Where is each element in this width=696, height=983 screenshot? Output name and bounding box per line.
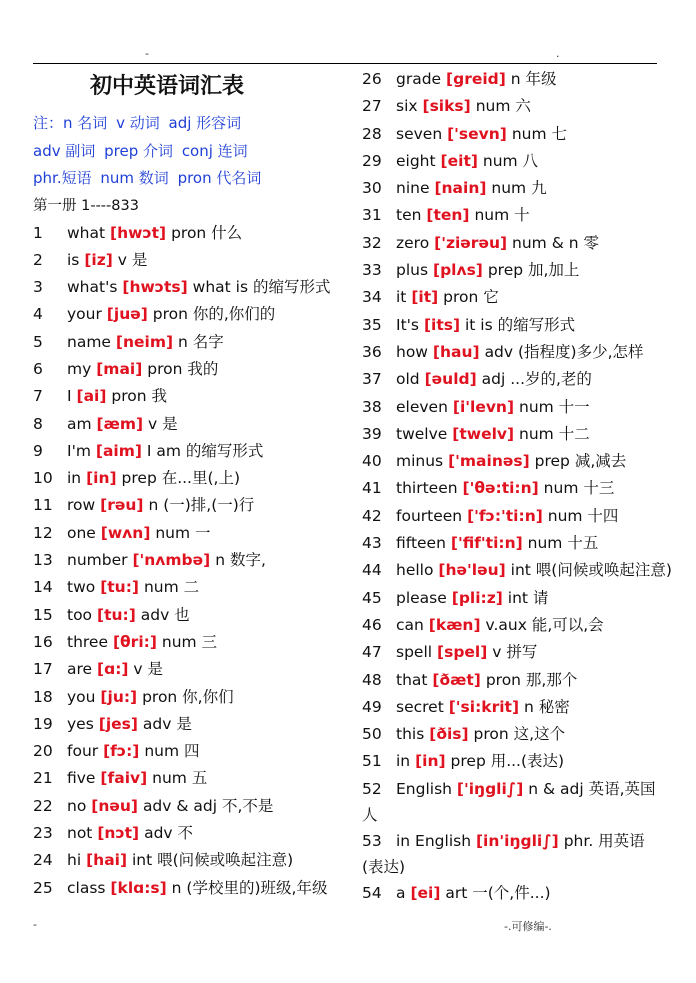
entry-number: 5 xyxy=(33,332,43,351)
entry-number: 2 xyxy=(33,250,43,269)
vocab-entry xyxy=(362,585,662,612)
entry-number: 51 xyxy=(362,752,382,771)
entry-phonetic: [greid] xyxy=(446,70,506,88)
entry-phonetic: [its] xyxy=(423,315,461,334)
entry-definition: adv 是 xyxy=(142,714,192,733)
vocab-entry xyxy=(362,503,662,530)
entry-word: in xyxy=(67,469,82,488)
entry-word: eleven xyxy=(396,397,448,416)
entry-number: 46 xyxy=(362,615,382,634)
entry-number: 42 xyxy=(362,506,382,525)
entry-phonetic: ['sevn] xyxy=(447,124,507,143)
legend-item: prep 介词 xyxy=(104,141,174,160)
entry-number: 23 xyxy=(33,824,53,843)
vocab-entry xyxy=(362,530,662,557)
vocab-entry xyxy=(33,847,333,874)
entry-definition: v 是 xyxy=(148,414,178,433)
entry-definition: prep 加,加上 xyxy=(487,261,580,280)
entry-number: 41 xyxy=(362,479,382,498)
legend-row xyxy=(33,165,333,193)
book-range: 第一册 1----833 xyxy=(33,197,139,214)
entry-word: I'm xyxy=(67,441,91,460)
entry-definition: n 秘密 xyxy=(523,697,570,716)
entry-word: secret xyxy=(396,697,444,716)
vocab-entry xyxy=(362,284,662,311)
vocab-entry xyxy=(362,66,662,93)
vocab-entry xyxy=(362,448,662,475)
vocab-entry xyxy=(362,230,662,257)
entry-word: that xyxy=(396,670,428,689)
entry-phonetic: ['si:krit] xyxy=(448,697,520,716)
vocab-entry xyxy=(33,793,333,820)
entry-definition: what is 的缩写形式 xyxy=(192,278,331,297)
entry-definition: num 七 xyxy=(511,124,568,143)
vocab-entry xyxy=(33,820,333,847)
entry-word: too xyxy=(67,605,93,624)
entry-definition: num 九 xyxy=(491,179,547,198)
entry-number: 12 xyxy=(33,523,53,542)
right-column xyxy=(362,66,672,907)
entry-number: 24 xyxy=(33,851,53,870)
entry-number: 50 xyxy=(362,725,382,744)
entry-phonetic: ['nʌmbə] xyxy=(132,551,211,570)
entry-number: 16 xyxy=(33,632,53,651)
header-mark-left: - xyxy=(145,47,149,60)
entry-number: 27 xyxy=(362,97,382,116)
entry-word: it xyxy=(396,288,407,307)
entry-phonetic: [hwɔt] xyxy=(110,223,167,242)
entry-phonetic: [ɑ:] xyxy=(97,660,129,679)
entry-word: twelve xyxy=(396,424,448,443)
entry-phonetic: [plʌs] xyxy=(432,261,483,280)
entry-phonetic: [æm] xyxy=(96,414,144,433)
entry-number: 4 xyxy=(33,305,43,324)
entry-phonetic: [hə'ləu] xyxy=(438,561,506,580)
entry-number: 28 xyxy=(362,124,382,143)
vocab-entry xyxy=(362,148,662,175)
vocab-entry xyxy=(33,220,333,247)
entry-word: what's xyxy=(67,278,118,297)
entry-number: 20 xyxy=(33,742,53,761)
vocab-entry xyxy=(33,574,333,601)
entry-phonetic: ['iŋgli∫] xyxy=(456,779,524,798)
entry-definition: n (一)排,(一)行 xyxy=(148,496,255,515)
entry-word: name xyxy=(67,332,111,351)
vocab-entry xyxy=(362,694,662,721)
entry-word: yes xyxy=(67,714,94,733)
entry-number: 29 xyxy=(362,151,382,170)
entry-definition: it is 的缩写形式 xyxy=(465,315,576,334)
entry-word: am xyxy=(67,414,92,433)
entry-word: row xyxy=(67,496,96,515)
vocab-entry xyxy=(33,383,333,410)
vocab-entry xyxy=(33,738,333,765)
entry-number: 54 xyxy=(362,883,382,902)
entry-phonetic: [tu:] xyxy=(100,578,139,597)
entry-definition: adj ...岁的,老的 xyxy=(481,370,592,389)
entry-word: no xyxy=(67,796,87,815)
entry-word: not xyxy=(67,824,93,843)
entry-number: 48 xyxy=(362,670,382,689)
entry-phonetic: [twelv] xyxy=(452,424,515,443)
vocab-list-right xyxy=(362,66,672,907)
vocab-entry xyxy=(33,411,333,438)
vocab-entry xyxy=(362,339,662,366)
entry-phonetic: [hai] xyxy=(86,851,128,870)
entry-number: 37 xyxy=(362,370,382,389)
vocab-entry xyxy=(362,421,662,448)
vocab-entry xyxy=(33,520,333,547)
entry-word: three xyxy=(67,632,109,651)
entry-definition: v 拼写 xyxy=(492,643,538,662)
entry-word: in xyxy=(396,752,411,771)
entry-definition: num 四 xyxy=(144,742,200,761)
entry-definition: n (学校里的)班级,年级 xyxy=(171,878,328,897)
header-rule xyxy=(33,63,657,64)
entry-number: 15 xyxy=(33,605,53,624)
legend-item: adv 副词 xyxy=(33,141,96,160)
entry-word: is xyxy=(67,250,80,269)
vocab-entry xyxy=(362,175,662,202)
entry-definition: num 八 xyxy=(482,151,539,170)
entry-phonetic: [in] xyxy=(415,752,446,771)
entry-number: 9 xyxy=(33,441,43,460)
entry-number: 17 xyxy=(33,660,53,679)
entry-number: 40 xyxy=(362,452,382,471)
entry-phonetic: [iz] xyxy=(84,250,113,269)
vocab-entry xyxy=(33,602,333,629)
entry-word: your xyxy=(67,305,102,324)
legend-item: phr.短语 xyxy=(33,169,92,187)
entry-word: fifteen xyxy=(396,534,446,553)
entry-definition: adv & adj 不,不是 xyxy=(142,796,274,815)
legend-item: adj 形容词 xyxy=(168,114,242,132)
vocab-entry xyxy=(33,656,333,683)
entry-word: thirteen xyxy=(396,479,458,498)
entry-number: 18 xyxy=(33,687,53,706)
entry-number: 14 xyxy=(33,578,53,597)
entry-word: zero xyxy=(396,233,430,252)
entry-word: how xyxy=(396,342,428,361)
vocab-entry xyxy=(362,880,662,907)
entry-word: eight xyxy=(396,151,436,170)
entry-definition: pron 你,你们 xyxy=(142,687,234,706)
vocab-entry xyxy=(33,711,333,738)
vocab-entry xyxy=(33,247,333,274)
vocab-entry xyxy=(33,438,333,465)
entry-phonetic: [i'levn] xyxy=(452,397,515,416)
entry-word: six xyxy=(396,97,418,116)
entry-phonetic: [ðis] xyxy=(429,725,469,744)
entry-phonetic: [θri:] xyxy=(112,632,157,651)
vocab-entry xyxy=(362,312,662,339)
entry-phonetic: ['ziərəu] xyxy=(434,233,508,252)
entry-word: hello xyxy=(396,561,434,580)
legend-row xyxy=(33,110,333,138)
entry-phonetic: [pli:z] xyxy=(451,588,503,607)
entry-word: ten xyxy=(396,206,422,225)
entry-phonetic: [klɑ:s] xyxy=(110,878,167,897)
entry-number: 44 xyxy=(362,561,382,580)
footer-mark-right: -.可修编-. xyxy=(504,920,552,933)
entry-word: one xyxy=(67,523,96,542)
entry-definition: pron 它 xyxy=(443,288,499,307)
entry-definition: adv (指程度)多少,怎样 xyxy=(484,342,644,361)
entry-word: number xyxy=(67,551,128,570)
entry-number: 26 xyxy=(362,70,382,88)
entry-definition: v 是 xyxy=(117,250,148,269)
entry-phonetic: ['θə:ti:n] xyxy=(462,479,539,498)
entry-phonetic: [nain] xyxy=(434,179,487,198)
entry-phonetic: [spel] xyxy=(437,643,488,662)
entry-word: can xyxy=(396,615,424,634)
entry-definition: num 十三 xyxy=(543,479,615,498)
vocab-entry xyxy=(362,721,662,748)
vocab-entry xyxy=(362,202,662,229)
entry-number: 6 xyxy=(33,359,43,378)
entry-definition: phr. 用英语(表达) xyxy=(362,831,645,876)
entry-word: plus xyxy=(396,261,429,280)
entry-word: spell xyxy=(396,643,433,662)
entry-definition: num 五 xyxy=(152,769,208,788)
vocab-entry xyxy=(362,121,662,148)
entry-number: 8 xyxy=(33,414,43,433)
entry-word: class xyxy=(67,878,106,897)
entry-word: a xyxy=(396,883,406,902)
vocab-entry xyxy=(362,612,662,639)
legend-item: v 动词 xyxy=(116,114,160,132)
vocab-entry xyxy=(362,776,662,828)
entry-number: 25 xyxy=(33,878,53,897)
entry-word: this xyxy=(396,725,425,744)
entry-definition: num 十二 xyxy=(519,424,590,443)
vocab-entry xyxy=(33,547,333,574)
entry-definition: prep 减,减去 xyxy=(534,452,627,471)
entry-number: 3 xyxy=(33,278,43,297)
entry-number: 34 xyxy=(362,288,382,307)
entry-word: seven xyxy=(396,124,443,143)
entry-phonetic: [hwɔts] xyxy=(122,278,188,297)
entry-number: 30 xyxy=(362,179,382,198)
vocab-entry xyxy=(33,301,333,328)
entry-number: 33 xyxy=(362,261,382,280)
entry-definition: num & n 零 xyxy=(512,233,599,252)
entry-definition: adv 也 xyxy=(140,605,190,624)
vocab-entry xyxy=(33,329,333,356)
entry-definition: int 喂(问候或唤起注意) xyxy=(510,561,672,580)
entry-word: two xyxy=(67,578,96,597)
entry-phonetic: ['fɔ:'ti:n] xyxy=(467,506,543,525)
entry-phonetic: [neim] xyxy=(115,332,174,351)
entry-word: I xyxy=(67,387,72,406)
entry-word: fourteen xyxy=(396,506,463,525)
entry-number: 43 xyxy=(362,534,382,553)
entry-definition: int 请 xyxy=(507,588,549,607)
vocab-entry xyxy=(362,366,662,393)
vocab-entry xyxy=(33,765,333,792)
entry-phonetic: [tu:] xyxy=(96,605,136,624)
entry-word: you xyxy=(67,687,96,706)
vocab-entry xyxy=(33,684,333,711)
entry-number: 32 xyxy=(362,233,382,252)
entry-number: 53 xyxy=(362,831,382,850)
entry-number: 21 xyxy=(33,769,53,788)
page-title: 初中英语词汇表 xyxy=(89,74,244,99)
entry-phonetic: [wʌn] xyxy=(100,523,151,542)
entry-phonetic: [kæn] xyxy=(428,615,481,634)
entry-phonetic: [nəu] xyxy=(91,796,138,815)
entry-phonetic: [fɔ:] xyxy=(103,742,140,761)
entry-phonetic: [rəu] xyxy=(100,496,144,515)
entry-word: It's xyxy=(396,315,419,334)
entry-definition: pron 我的 xyxy=(147,359,219,378)
entry-definition: pron 这,这个 xyxy=(473,725,566,744)
entry-number: 1 xyxy=(33,223,43,242)
entry-number: 38 xyxy=(362,397,382,416)
vocab-entry xyxy=(33,274,333,301)
entry-number: 49 xyxy=(362,697,382,716)
entry-word: English xyxy=(396,779,452,798)
entry-definition: n 年级 xyxy=(510,70,557,88)
vocab-entry xyxy=(33,875,333,902)
entry-phonetic: [siks] xyxy=(422,97,471,116)
entry-word: grade xyxy=(396,70,442,88)
entry-phonetic: [ju:] xyxy=(100,687,138,706)
entry-phonetic: [ten] xyxy=(426,206,470,225)
vocab-entry xyxy=(33,629,333,656)
entry-definition: v 是 xyxy=(133,660,164,679)
entry-number: 45 xyxy=(362,588,382,607)
entry-definition: n 名字 xyxy=(178,332,224,351)
entry-number: 47 xyxy=(362,643,382,662)
legend-row xyxy=(33,138,333,166)
entry-number: 13 xyxy=(33,551,53,570)
entry-number: 36 xyxy=(362,342,382,361)
entry-phonetic: ['mainəs] xyxy=(448,452,530,471)
entry-number: 10 xyxy=(33,469,53,488)
vocab-entry xyxy=(33,356,333,383)
entry-number: 35 xyxy=(362,315,382,334)
entry-phonetic: [nɔt] xyxy=(97,824,140,843)
entry-definition: num 一 xyxy=(155,523,211,542)
vocab-list-left xyxy=(33,220,333,902)
entry-definition: num 十 xyxy=(474,206,530,225)
entry-word: four xyxy=(67,742,99,761)
vocab-entry xyxy=(362,557,672,584)
entry-definition: I am 的缩写形式 xyxy=(146,441,264,460)
entry-definition: num 三 xyxy=(161,632,218,651)
entry-number: 11 xyxy=(33,496,53,515)
legend-item: conj 连词 xyxy=(181,141,248,160)
entry-word: are xyxy=(67,660,93,679)
entry-word: hi xyxy=(67,851,82,870)
entry-phonetic: [faiv] xyxy=(100,769,148,788)
entry-phonetic: [əuld] xyxy=(424,370,477,389)
entry-phonetic: [jes] xyxy=(98,714,138,733)
entry-definition: v.aux 能,可以,会 xyxy=(485,615,604,634)
entry-phonetic: [ðæt] xyxy=(432,670,481,689)
entry-phonetic: [aim] xyxy=(95,441,142,460)
vocab-entry xyxy=(362,828,662,880)
entry-definition: prep 在...里(,上) xyxy=(121,469,241,488)
entry-definition: pron 我 xyxy=(111,387,168,406)
entry-definition: adv 不 xyxy=(144,824,194,843)
entry-phonetic: [juə] xyxy=(106,305,148,324)
footer-mark-left: - xyxy=(33,918,37,931)
legend-item: pron 代名词 xyxy=(177,169,262,187)
legend-item: num 数词 xyxy=(100,169,169,187)
entry-word: minus xyxy=(396,452,444,471)
entry-phonetic: [in] xyxy=(86,469,117,488)
vocab-entry xyxy=(362,639,662,666)
vocab-entry xyxy=(33,465,333,492)
legend-item: 注：n 名词 xyxy=(33,114,108,132)
entry-definition: num 六 xyxy=(475,97,531,116)
entry-phonetic: [it] xyxy=(411,288,439,307)
entry-number: 52 xyxy=(362,779,382,798)
entry-definition: int 喂(问候或唤起注意) xyxy=(132,851,294,870)
entry-definition: n & adj 英语,英国人 xyxy=(362,779,656,824)
entry-number: 31 xyxy=(362,206,382,225)
entry-definition: n 数字, xyxy=(215,551,266,570)
vocab-entry xyxy=(362,748,662,775)
entry-number: 7 xyxy=(33,387,43,406)
entry-phonetic: ['fif'ti:n] xyxy=(450,534,523,553)
entry-definition: num 十四 xyxy=(547,506,619,525)
entry-definition: pron 什么 xyxy=(171,223,243,242)
entry-number: 39 xyxy=(362,424,382,443)
entry-definition: num 十五 xyxy=(527,534,599,553)
entry-phonetic: [in'iŋgli∫] xyxy=(475,831,559,850)
entry-phonetic: [ei] xyxy=(410,883,441,902)
entry-word: please xyxy=(396,588,447,607)
entry-number: 19 xyxy=(33,714,53,733)
vocab-entry xyxy=(362,394,662,421)
header-mark-right: . xyxy=(556,47,560,60)
left-column xyxy=(33,70,333,902)
entry-word: old xyxy=(396,370,420,389)
vocab-entry xyxy=(362,667,662,694)
entry-word: nine xyxy=(396,179,430,198)
entry-phonetic: [mai] xyxy=(96,359,143,378)
entry-phonetic: [ai] xyxy=(76,387,107,406)
vocab-entry xyxy=(33,492,333,519)
vocab-entry xyxy=(362,257,662,284)
entry-word: in English xyxy=(396,831,472,850)
entry-definition: pron 你的,你们的 xyxy=(152,305,276,324)
entry-phonetic: [eit] xyxy=(440,151,478,170)
entry-definition: num 二 xyxy=(143,578,200,597)
entry-definition: art 一(个,件...) xyxy=(445,883,551,902)
entry-word: what xyxy=(67,223,106,242)
vocab-entry xyxy=(362,93,662,120)
entry-definition: num 十一 xyxy=(519,397,590,416)
vocab-entry xyxy=(362,475,662,502)
entry-word: five xyxy=(67,769,96,788)
entry-word: my xyxy=(67,359,92,378)
entry-definition: prep 用...(表达) xyxy=(450,752,565,771)
entry-number: 22 xyxy=(33,796,53,815)
entry-definition: pron 那,那个 xyxy=(485,670,578,689)
entry-phonetic: [hau] xyxy=(432,342,480,361)
